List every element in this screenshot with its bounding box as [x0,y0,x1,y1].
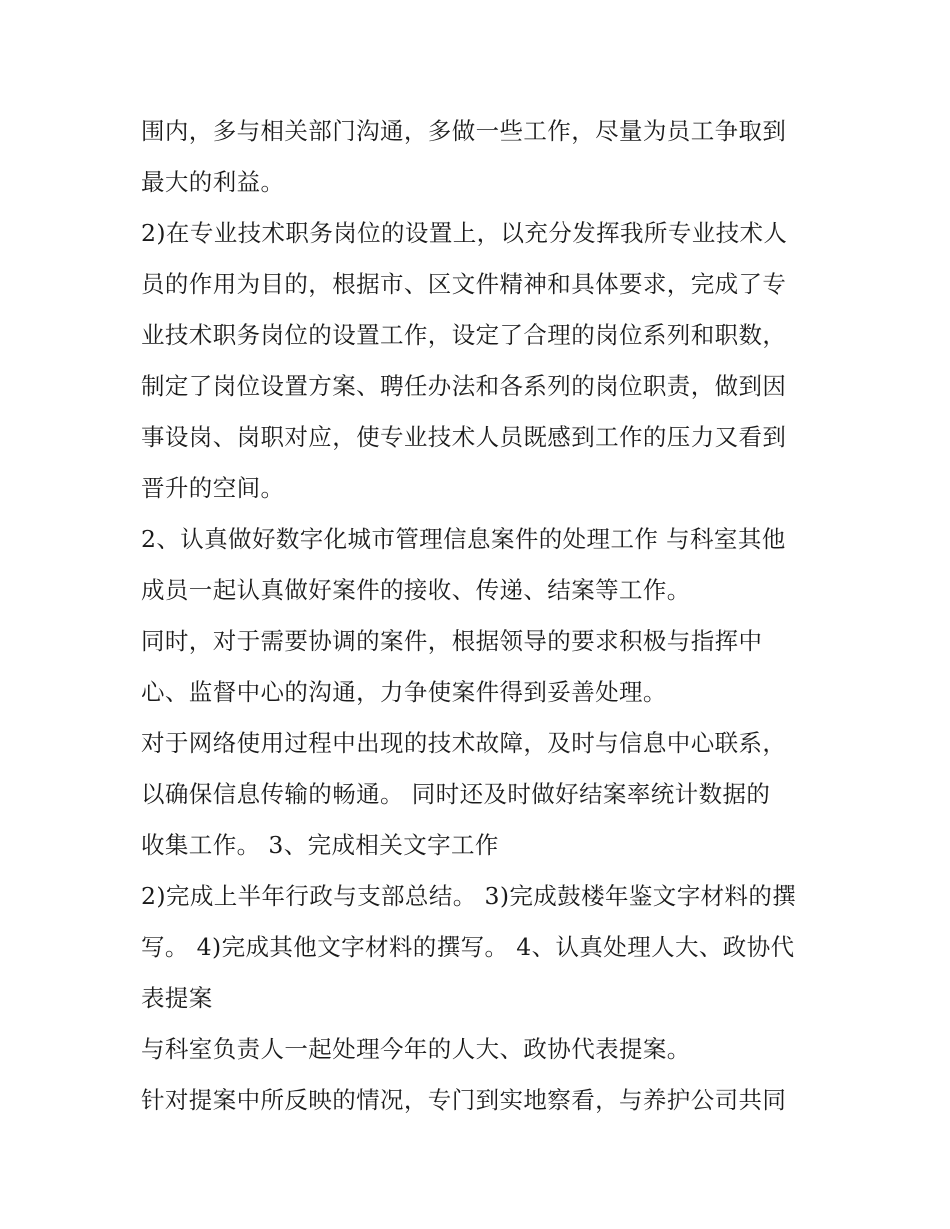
text-line: 以确保信息传输的畅通。 同时还及时做好结案率统计数据的 [141,780,771,808]
text-line: 事设岗、岗职对应，使专业技术人员既感到工作的压力又看到 [141,423,787,451]
text-line: 最大的利益。 [141,168,285,196]
text-line: 心、监督中心的沟通，力争使案件得到妥善处理。 [141,678,667,706]
text-line: 收集工作。 3、完成相关文字工作 [141,831,499,859]
text-line: 写。 4)完成其他文字材料的撰写。 4、认真处理人大、政协代 [141,933,795,961]
text-line: 员的作用为目的，根据市、区文件精神和具体要求，完成了专 [141,270,787,298]
text-line: 制定了岗位设置方案、聘任办法和各系列的岗位职责，做到因 [141,372,787,400]
text-line: 2、认真做好数字化城市管理信息案件的处理工作 与科室其他 [141,525,786,553]
text-line: 2)完成上半年行政与支部总结。 3)完成鼓楼年鉴文字材料的撰 [141,882,797,910]
text-line: 成员一起认真做好案件的接收、传递、结案等工作。 [141,576,691,604]
text-line: 与科室负责人一起处理今年的人大、政协代表提案。 [141,1035,691,1063]
text-line: 同时，对于需要协调的案件，根据领导的要求积极与指挥中 [141,627,763,655]
text-line: 围内，多与相关部门沟通，多做一些工作，尽量为员工争取到 [141,117,787,145]
text-line: 业技术职务岗位的设置工作，设定了合理的岗位系列和职数， [141,321,787,349]
text-line: 表提案 [141,984,213,1012]
document-body [141,106,821,1126]
text-line: 对于网络使用过程中出现的技术故障，及时与信息中心联系， [141,729,787,757]
text-line: 针对提案中所反映的情况，专门到实地察看，与养护公司共同 [141,1086,787,1114]
text-line: 晋升的空间。 [141,474,285,502]
text-line: 2)在专业技术职务岗位的设置上，以充分发挥我所专业技术人 [141,219,788,247]
